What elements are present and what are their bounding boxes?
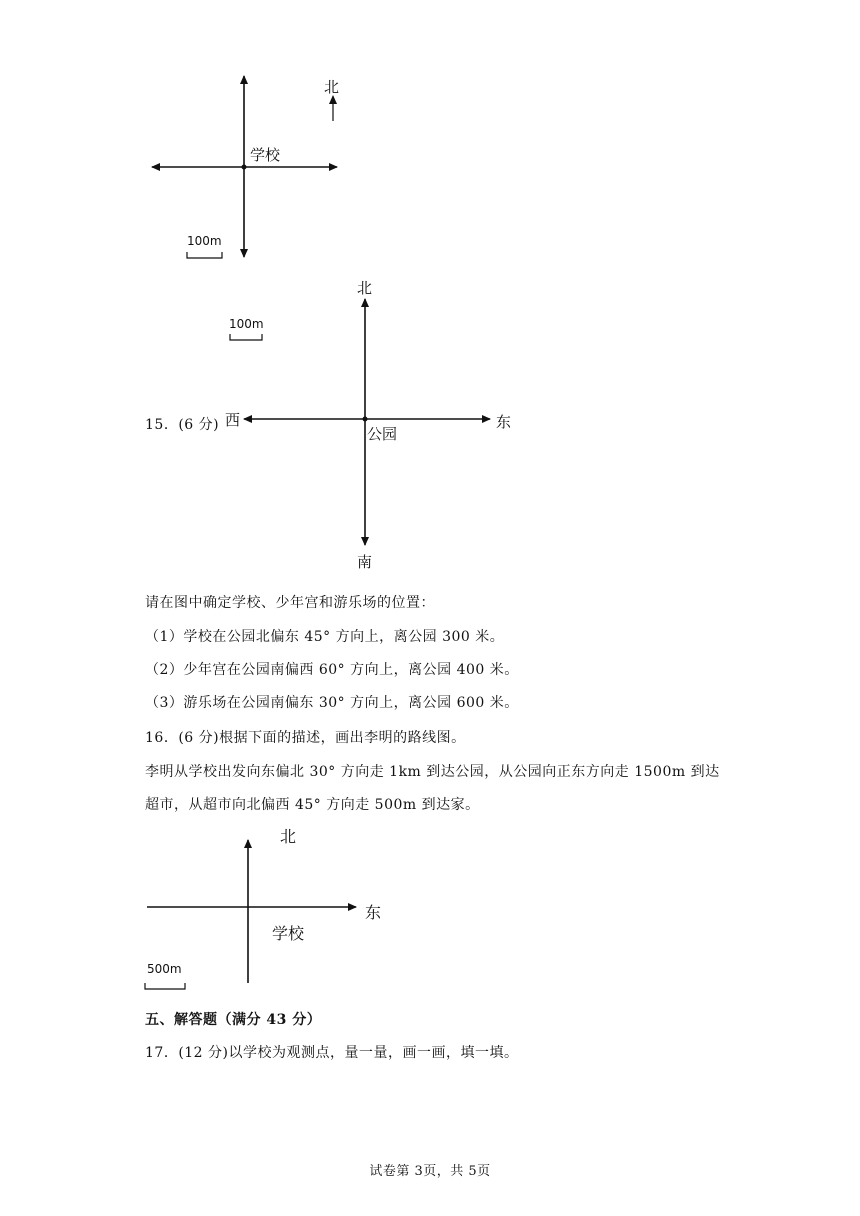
north-label: 北	[357, 279, 373, 297]
scale-bar	[145, 983, 185, 989]
scale-bar	[187, 252, 222, 258]
scale-label: 500m	[147, 962, 182, 976]
question15-prompt: 请在图中确定学校、少年宫和游乐场的位置：	[145, 595, 435, 611]
scale-label: 100m	[229, 317, 264, 331]
park-label: 公园	[367, 425, 398, 443]
park-point	[363, 417, 368, 422]
question16-text-line2: 超市，从超市向北偏西 45° 方向走 500m 到达家。	[145, 797, 480, 813]
scale-label: 100m	[187, 234, 222, 248]
question17-text: 17．(12 分)以学校为观测点，量一量，画一画，填一填。	[145, 1045, 519, 1061]
section5-heading: 五、解答题（满分 43 分）	[145, 1012, 322, 1028]
question16-text-line1: 李明从学校出发向东偏北 30° 方向走 1km 到达公园，从公园向正东方向走 1500m 到达	[145, 764, 720, 780]
east-label: 东	[365, 903, 382, 922]
school-point	[242, 165, 247, 170]
north-indicator-label: 北	[324, 78, 340, 96]
diagram-route-compass	[0, 820, 860, 1000]
school-label: 学校	[250, 146, 281, 164]
scale-bar	[230, 334, 262, 340]
question15-number: 15．(6 分)	[145, 417, 220, 433]
question16-title: 16．(6 分)根据下面的描述，画出李明的路线图。	[145, 730, 466, 746]
diagram-school-compass	[0, 0, 860, 270]
north-label: 北	[280, 827, 297, 846]
west-label: 西	[225, 411, 241, 429]
diagram-park-compass	[0, 270, 860, 580]
school-label: 学校	[272, 924, 305, 943]
page-footer: 试卷第 3页，共 5页	[369, 1164, 491, 1179]
east-label: 东	[496, 413, 512, 431]
south-label: 南	[357, 553, 373, 571]
question15-item-2: （2）少年宫在公园南偏西 60° 方向上，离公园 400 米。	[145, 662, 519, 678]
question15-item-1: （1）学校在公园北偏东 45° 方向上，离公园 300 米。	[145, 629, 505, 645]
question15-item-3: （3）游乐场在公园南偏东 30° 方向上，离公园 600 米。	[145, 695, 519, 711]
